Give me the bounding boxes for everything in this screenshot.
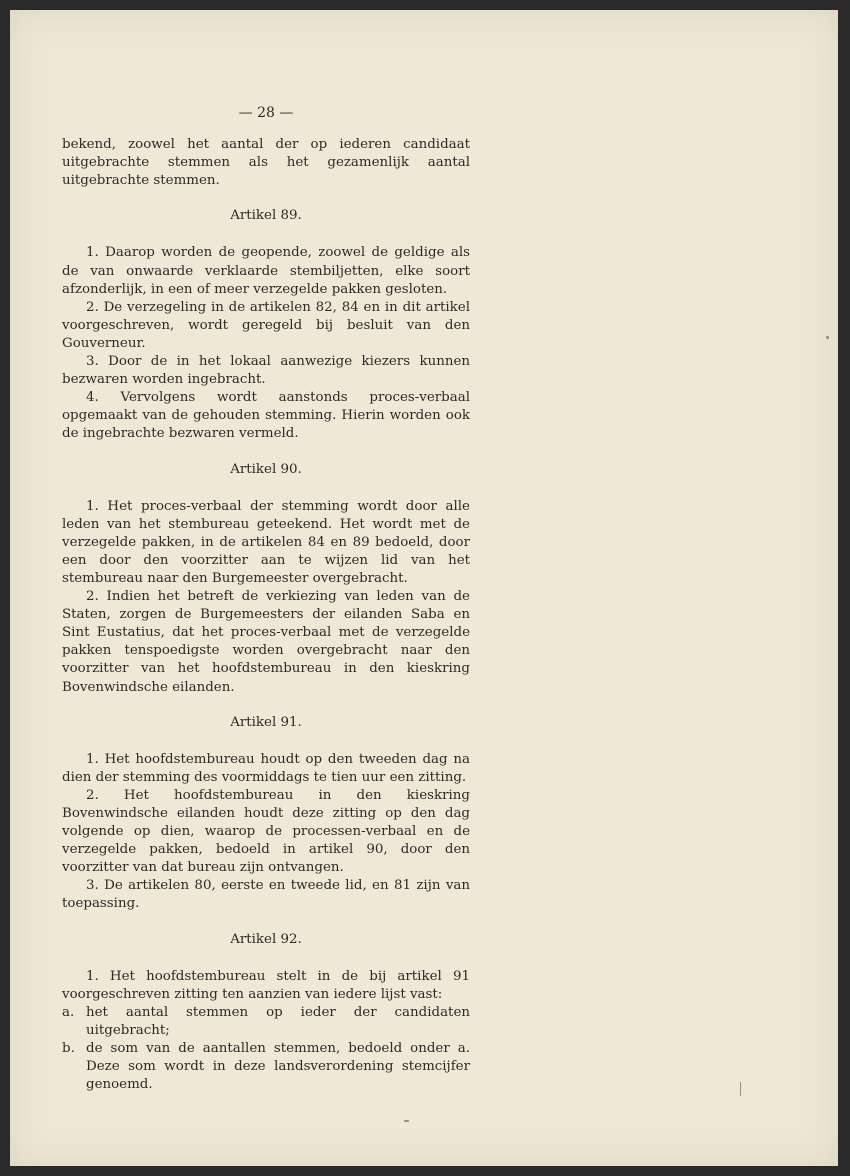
art89-paragraph-1: 1. Daarop worden de geopende, zoowel de geldige als de van onwaarde verklaarde stembiljetten, elke soort afzonderlijk, in een of meer verzegelde pakken gesloten. bbox=[62, 245, 470, 297]
art90-paragraph-1: 1. Het proces-verbaal der stemming wordt door alle leden van het stembureau geteekend. Het wordt met de verzegelde pakken, in de artikelen 84 en 89 bedoeld, door een door den voorzitter aan te wijzen lid van het stembureau naar den Burgemeester overgebracht. bbox=[62, 498, 470, 586]
art91-paragraph-1: 1. Het hoofdstembureau houdt op den tweeden dag na dien der stemming des voormiddags te tien uur een zitting. bbox=[62, 751, 470, 785]
page-number: — 28 — bbox=[238, 105, 294, 121]
heading-artikel-90: Artikel 90. bbox=[230, 461, 302, 477]
art89-paragraph-4: 4. Vervolgens wordt aanstonds proces-verbaal opgemaakt van de gehouden stemming. Hierin worden ook de ingebrachte bezwaren vermeld. bbox=[62, 390, 470, 442]
art89-paragraph-2: 2. De verzegeling in de artikelen 82, 84 en in dit artikel voorgeschreven, wordt geregeld bij besluit van den Gouverneur. bbox=[62, 299, 470, 351]
item-a-text: het aantal stemmen op ieder der candidaten uitgebracht; bbox=[86, 1004, 470, 1038]
art91-paragraph-2: 2. Het hoofdstembureau in den kieskring Bovenwindsche eilanden houdt deze zitting op den dag volgende op dien, waarop de processen-verbaal en de verzegelde pakken, bedoeld in artikel 90, door den voorzitter van dat bureau zijn ontvangen. bbox=[62, 787, 470, 876]
art90-paragraph-2: 2. Indien het betreft de verkiezing van leden van de Staten, zorgen de Burgemeesters der eilanden Saba en Sint Eustatius, dat het proces-verbaal met de verzegelde pakken tenspoedigste worden overgebracht naar den voorzitter van het hoofdstembureau in den kieskring Bovenwindsche eilanden. bbox=[62, 589, 470, 695]
text-column bbox=[62, 104, 470, 1094]
paper-speck bbox=[740, 1082, 741, 1096]
heading-artikel-92: Artikel 92. bbox=[230, 931, 302, 947]
art91-paragraph-3: 3. De artikelen 80, eerste en tweede lid, en 81 zijn van toepassing. bbox=[62, 878, 470, 912]
art89-paragraph-3: 3. Door de in het lokaal aanwezige kiezers kunnen bezwaren worden ingebracht. bbox=[62, 354, 470, 388]
heading-artikel-91: Artikel 91. bbox=[230, 714, 302, 730]
item-b-text: de som van de aantallen stemmen, bedoeld onder a. Deze som wordt in deze landsverordening stemcijfer genoemd. bbox=[86, 1041, 470, 1093]
document-page bbox=[10, 10, 838, 1166]
item-a-letter: a. bbox=[62, 1004, 75, 1020]
intro-paragraph: bekend, zoowel het aantal der op iederen candidaat uitgebrachte stemmen als het gezamenlijk aantal uitgebrachte stemmen. bbox=[62, 137, 470, 189]
art92-item-a bbox=[62, 1004, 470, 1040]
heading-artikel-89: Artikel 89. bbox=[230, 208, 302, 224]
art92-paragraph-1: 1. Het hoofdstembureau stelt in de bij artikel 91 voorgeschreven zitting ten aanzien van iedere lijst vast: bbox=[62, 968, 470, 1002]
paper-speck bbox=[404, 1120, 409, 1122]
item-b-letter: b. bbox=[62, 1041, 75, 1057]
paper-speck bbox=[826, 336, 829, 339]
art92-item-b bbox=[62, 1040, 470, 1094]
